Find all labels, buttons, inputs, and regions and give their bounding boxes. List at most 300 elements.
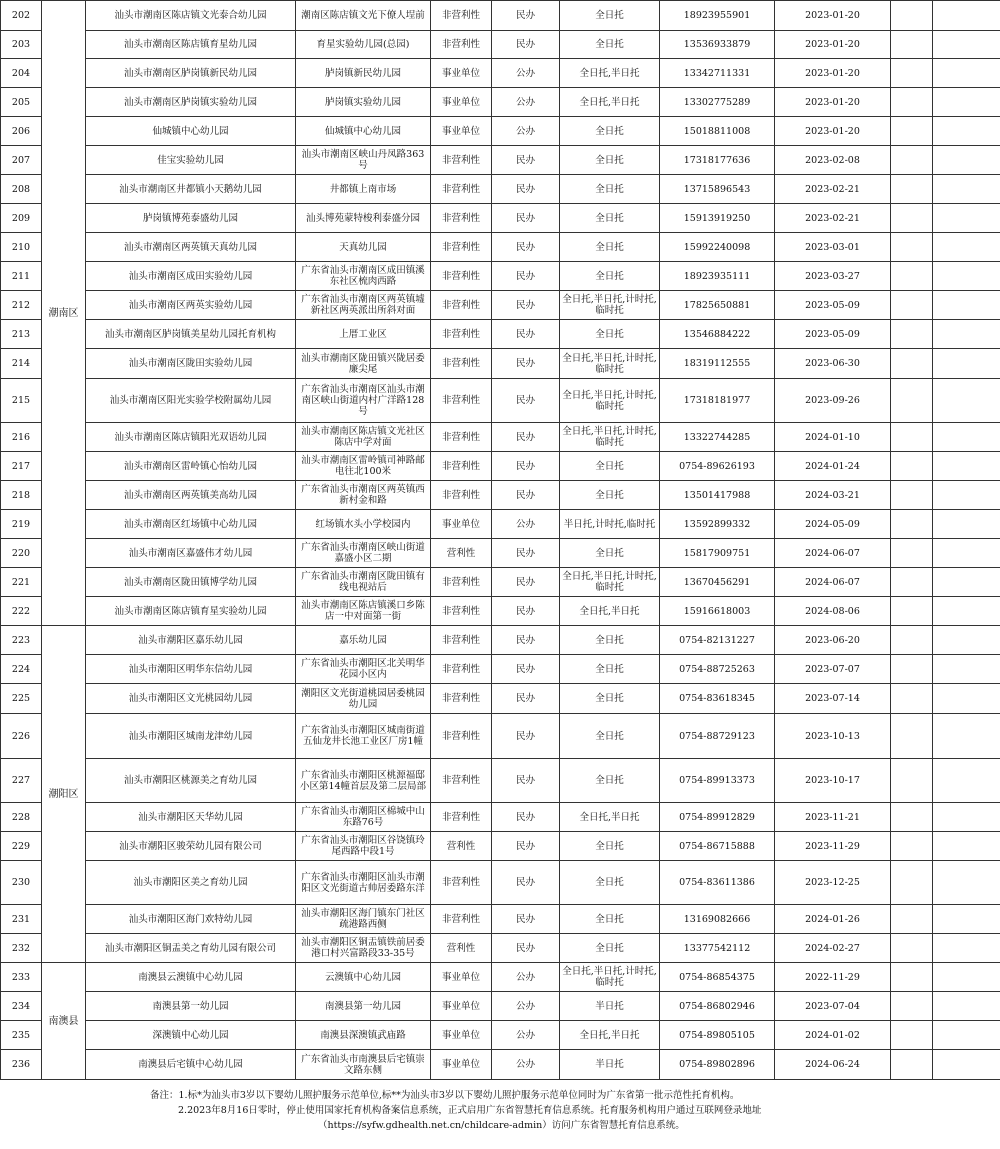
institution-name: 汕头市潮南区嘉盛伟才幼儿园: [86, 539, 296, 568]
empty-cell: [891, 597, 933, 626]
row-number: 211: [1, 262, 42, 291]
filing-date: 2024-03-21: [775, 481, 891, 510]
phone: 0754-89626193: [660, 452, 775, 481]
row-number: 231: [1, 905, 42, 934]
empty-cell: [891, 481, 933, 510]
filing-date: 2023-05-09: [775, 320, 891, 349]
nature: 非营利性: [431, 655, 492, 684]
table-row: [1, 452, 1000, 481]
ownership-type: 公办: [492, 1050, 560, 1080]
institution-name: 汕头市潮阳区美之育幼儿园: [86, 861, 296, 905]
nature: 营利性: [431, 539, 492, 568]
filing-date: 2023-09-26: [775, 379, 891, 423]
phone: 13322744285: [660, 423, 775, 452]
address: 广东省汕头市潮南区陇田镇有线电视站后: [296, 568, 431, 597]
nature: 非营利性: [431, 291, 492, 320]
address: 广东省汕头市潮阳区汕头市潮阳区文光街道古帅居委路东洋: [296, 861, 431, 905]
nature: 非营利性: [431, 905, 492, 934]
nature: 非营利性: [431, 320, 492, 349]
empty-cell: [891, 88, 933, 117]
empty-cell: [933, 233, 1000, 262]
institution-name: 汕头市潮南区陈店镇育星幼儿园: [86, 31, 296, 59]
institution-name: 汕头市潮南区井都镇小天鹅幼儿园: [86, 175, 296, 204]
institution-name: 汕头市潮阳区明华东信幼儿园: [86, 655, 296, 684]
district-cell: 南澳县: [42, 963, 86, 1080]
row-number: 227: [1, 759, 42, 803]
empty-cell: [933, 597, 1000, 626]
ownership-type: 民办: [492, 803, 560, 832]
service-type: 全日托: [560, 31, 660, 59]
empty-cell: [933, 992, 1000, 1021]
ownership-type: 公办: [492, 1021, 560, 1050]
filing-date: 2024-01-10: [775, 423, 891, 452]
empty-cell: [933, 861, 1000, 905]
institution-name: 汕头市潮南区两英镇美高幼儿园: [86, 481, 296, 510]
nature: 非营利性: [431, 175, 492, 204]
row-number: 203: [1, 31, 42, 59]
ownership-type: 公办: [492, 117, 560, 146]
phone: 0754-83618345: [660, 684, 775, 714]
empty-cell: [891, 452, 933, 481]
ownership-type: 民办: [492, 262, 560, 291]
institution-name: 汕头市潮南区雷岭镇心怡幼儿园: [86, 452, 296, 481]
phone: 0754-88725263: [660, 655, 775, 684]
service-type: 全日托,半日托,计时托,临时托: [560, 423, 660, 452]
nature: 非营利性: [431, 597, 492, 626]
empty-cell: [933, 59, 1000, 88]
phone: 0754-86715888: [660, 832, 775, 861]
nature: 非营利性: [431, 349, 492, 379]
ownership-type: 公办: [492, 963, 560, 992]
address: 红场镇水头小学校园内: [296, 510, 431, 539]
phone: 13169082666: [660, 905, 775, 934]
phone: 0754-89805105: [660, 1021, 775, 1050]
service-type: 全日托: [560, 684, 660, 714]
phone: 0754-86854375: [660, 963, 775, 992]
address: 胪岗镇新民幼儿园: [296, 59, 431, 88]
filing-date: 2023-11-29: [775, 832, 891, 861]
empty-cell: [933, 1, 1000, 31]
empty-cell: [933, 684, 1000, 714]
table-row: [1, 59, 1000, 88]
address: 天真幼儿园: [296, 233, 431, 262]
ownership-type: 民办: [492, 204, 560, 233]
table-row: [1, 233, 1000, 262]
phone: 13302775289: [660, 88, 775, 117]
table-row: [1, 481, 1000, 510]
nature: 事业单位: [431, 510, 492, 539]
footnotes: [0, 1088, 1000, 1133]
institution-name: 汕头市潮阳区城南龙津幼儿园: [86, 714, 296, 759]
filing-date: 2023-03-27: [775, 262, 891, 291]
empty-cell: [933, 291, 1000, 320]
empty-cell: [891, 568, 933, 597]
row-number: 220: [1, 539, 42, 568]
row-number: 232: [1, 934, 42, 963]
empty-cell: [933, 481, 1000, 510]
phone: 18923935111: [660, 262, 775, 291]
row-number: 206: [1, 117, 42, 146]
service-type: 全日托: [560, 146, 660, 175]
service-type: 全日托: [560, 861, 660, 905]
address: 汕头市潮南区雷岭镇司神路邮电往北100米: [296, 452, 431, 481]
nature: 事业单位: [431, 992, 492, 1021]
phone: 0754-89912829: [660, 803, 775, 832]
phone: 0754-83611386: [660, 861, 775, 905]
address: 广东省汕头市潮阳区北关明华花园小区内: [296, 655, 431, 684]
filing-date: 2023-12-25: [775, 861, 891, 905]
institution-name: 汕头市潮南区陈店镇阳光双语幼儿园: [86, 423, 296, 452]
empty-cell: [933, 963, 1000, 992]
institution-name: 汕头市潮南区成田实验幼儿园: [86, 262, 296, 291]
empty-cell: [891, 262, 933, 291]
address: 汕头市潮南区峡山丹凤路363号: [296, 146, 431, 175]
filing-date: 2023-01-20: [775, 88, 891, 117]
table-row: [1, 714, 1000, 759]
nature: 非营利性: [431, 759, 492, 803]
service-type: 全日托: [560, 117, 660, 146]
nature: 事业单位: [431, 88, 492, 117]
empty-cell: [891, 759, 933, 803]
service-type: 半日托: [560, 1050, 660, 1080]
empty-cell: [933, 655, 1000, 684]
empty-cell: [891, 31, 933, 59]
ownership-type: 民办: [492, 31, 560, 59]
filing-date: 2023-06-30: [775, 349, 891, 379]
service-type: 全日托: [560, 832, 660, 861]
empty-cell: [933, 539, 1000, 568]
empty-cell: [891, 803, 933, 832]
table-row: [1, 1021, 1000, 1050]
row-number: 209: [1, 204, 42, 233]
address: 胪岗镇实验幼儿园: [296, 88, 431, 117]
table-row: [1, 88, 1000, 117]
filing-date: 2023-02-21: [775, 204, 891, 233]
institution-name: 汕头市潮阳区天华幼儿园: [86, 803, 296, 832]
institution-name: 汕头市潮阳区铜盂美之育幼儿园有限公司: [86, 934, 296, 963]
empty-cell: [933, 714, 1000, 759]
institution-name: 南澳县云澳镇中心幼儿园: [86, 963, 296, 992]
ownership-type: 民办: [492, 175, 560, 204]
nature: 事业单位: [431, 59, 492, 88]
service-type: 全日托,半日托: [560, 1021, 660, 1050]
district-cell: 潮南区: [42, 1, 86, 626]
ownership-type: 民办: [492, 832, 560, 861]
address: 汕头市潮南区陈店镇文光社区陈店中学对面: [296, 423, 431, 452]
service-type: 全日托: [560, 714, 660, 759]
filing-date: 2023-02-21: [775, 175, 891, 204]
row-number: 222: [1, 597, 42, 626]
empty-cell: [891, 233, 933, 262]
row-number: 234: [1, 992, 42, 1021]
empty-cell: [933, 934, 1000, 963]
address: 广东省汕头市潮南区两英镇墟新社区两英派出所斜对面: [296, 291, 431, 320]
nature: 非营利性: [431, 481, 492, 510]
service-type: 半日托: [560, 992, 660, 1021]
address: 广东省汕头市潮阳区城南街道五仙龙井长池工业区厂房1幢: [296, 714, 431, 759]
phone: 15018811008: [660, 117, 775, 146]
empty-cell: [891, 423, 933, 452]
empty-cell: [891, 832, 933, 861]
filing-date: 2024-01-02: [775, 1021, 891, 1050]
filing-date: 2023-01-20: [775, 31, 891, 59]
empty-cell: [933, 452, 1000, 481]
institution-name: 汕头市潮阳区桃源美之育幼儿园: [86, 759, 296, 803]
row-number: 214: [1, 349, 42, 379]
filing-date: 2023-01-20: [775, 1, 891, 31]
nature: 非营利性: [431, 452, 492, 481]
footnote-3: （https://syfw.gdhealth.net.cn/childcare-admin）访问广东省智慧托育信息系统。: [318, 1120, 685, 1131]
filing-date: 2023-07-07: [775, 655, 891, 684]
phone: 13546884222: [660, 320, 775, 349]
institution-name: 深澳镇中心幼儿园: [86, 1021, 296, 1050]
filing-date: 2023-05-09: [775, 291, 891, 320]
nature: 事业单位: [431, 963, 492, 992]
institution-name: 汕头市潮阳区骏荣幼儿园有限公司: [86, 832, 296, 861]
filing-date: 2024-01-26: [775, 905, 891, 934]
empty-cell: [933, 803, 1000, 832]
nature: 非营利性: [431, 684, 492, 714]
empty-cell: [933, 510, 1000, 539]
row-number: 216: [1, 423, 42, 452]
table-row: [1, 423, 1000, 452]
empty-cell: [891, 204, 933, 233]
table-row: [1, 568, 1000, 597]
footnote-2: 2.2023年8月16日零时，停止使用国家托育机构备案信息系统，正式启用广东省智慧托育信息系统。托育服务机构用户通过互联网登录地址: [178, 1105, 762, 1116]
nature: 非营利性: [431, 626, 492, 655]
address: 仙城镇中心幼儿园: [296, 117, 431, 146]
institution-name: 汕头市潮南区陈店镇育星实验幼儿园: [86, 597, 296, 626]
phone: 17318177636: [660, 146, 775, 175]
row-number: 223: [1, 626, 42, 655]
table-row: [1, 175, 1000, 204]
institution-name: 汕头市潮阳区文光桃园幼儿园: [86, 684, 296, 714]
filing-date: 2023-01-20: [775, 59, 891, 88]
table-row: [1, 934, 1000, 963]
service-type: 全日托: [560, 626, 660, 655]
empty-cell: [891, 510, 933, 539]
address: 井都镇上南市场: [296, 175, 431, 204]
institution-name: 汕头市潮南区陈店镇文光泰合幼儿园: [86, 1, 296, 31]
district-cell: 潮阳区: [42, 626, 86, 963]
empty-cell: [891, 379, 933, 423]
row-number: 235: [1, 1021, 42, 1050]
row-number: 208: [1, 175, 42, 204]
empty-cell: [891, 349, 933, 379]
address: 广东省汕头市潮阳区谷饶镇玲尾西路中段1号: [296, 832, 431, 861]
address: 广东省汕头市潮南区峡山街道嘉盛小区二期: [296, 539, 431, 568]
empty-cell: [891, 992, 933, 1021]
ownership-type: 民办: [492, 861, 560, 905]
nature: 事业单位: [431, 117, 492, 146]
empty-cell: [933, 146, 1000, 175]
table-row: [1, 1050, 1000, 1080]
row-number: 202: [1, 1, 42, 31]
address: 南澳县深澳镇武庙路: [296, 1021, 431, 1050]
service-type: 全日托,半日托,计时托,临时托: [560, 349, 660, 379]
table-row: [1, 992, 1000, 1021]
row-number: 224: [1, 655, 42, 684]
institution-name: 南澳县第一幼儿园: [86, 992, 296, 1021]
nature: 非营利性: [431, 714, 492, 759]
service-type: 全日托: [560, 905, 660, 934]
table-row: [1, 349, 1000, 379]
empty-cell: [891, 1021, 933, 1050]
table-row: [1, 291, 1000, 320]
institution-name: 汕头市潮阳区嘉乐幼儿园: [86, 626, 296, 655]
row-number: 213: [1, 320, 42, 349]
filing-date: 2023-06-20: [775, 626, 891, 655]
nature: 营利性: [431, 832, 492, 861]
ownership-type: 民办: [492, 320, 560, 349]
filing-date: 2024-02-27: [775, 934, 891, 963]
nature: 非营利性: [431, 803, 492, 832]
service-type: 全日托: [560, 320, 660, 349]
row-number: 219: [1, 510, 42, 539]
service-type: 全日托: [560, 759, 660, 803]
ownership-type: 民办: [492, 452, 560, 481]
table-row: [1, 759, 1000, 803]
filing-date: 2023-07-14: [775, 684, 891, 714]
filing-date: 2022-11-29: [775, 963, 891, 992]
empty-cell: [891, 1050, 933, 1080]
table-row: [1, 626, 1000, 655]
ownership-type: 民办: [492, 146, 560, 175]
empty-cell: [891, 714, 933, 759]
institution-name: 汕头市潮南区两英镇天真幼儿园: [86, 233, 296, 262]
ownership-type: 公办: [492, 992, 560, 1021]
institution-name: 仙城镇中心幼儿园: [86, 117, 296, 146]
service-type: 全日托,半日托: [560, 59, 660, 88]
service-type: 全日托: [560, 934, 660, 963]
table-row: [1, 803, 1000, 832]
phone: 13342711331: [660, 59, 775, 88]
phone: 0754-86802946: [660, 992, 775, 1021]
row-number: 215: [1, 379, 42, 423]
filing-date: 2024-06-24: [775, 1050, 891, 1080]
ownership-type: 民办: [492, 905, 560, 934]
service-type: 全日托: [560, 175, 660, 204]
row-number: 225: [1, 684, 42, 714]
ownership-type: 公办: [492, 510, 560, 539]
institution-name: 汕头市潮南区红场镇中心幼儿园: [86, 510, 296, 539]
footnote-1: 备注：1.标*为汕头市3岁以下婴幼儿照护服务示范单位,标**为汕头市3岁以下婴幼儿照护服务示范单位同时为广东省第一批示范性托育机构。: [150, 1090, 740, 1101]
nature: 事业单位: [431, 1050, 492, 1080]
ownership-type: 民办: [492, 568, 560, 597]
filing-date: 2023-01-20: [775, 117, 891, 146]
address: 潮南区陈店镇文光下僚人埕前: [296, 1, 431, 31]
nature: 非营利性: [431, 568, 492, 597]
row-number: 217: [1, 452, 42, 481]
filing-date: 2024-08-06: [775, 597, 891, 626]
service-type: 全日托: [560, 452, 660, 481]
address: 云澳镇中心幼儿园: [296, 963, 431, 992]
address: 潮阳区文光街道桃园居委桃园幼儿园: [296, 684, 431, 714]
table-row: [1, 262, 1000, 291]
address: 广东省汕头市潮南区汕头市潮南区峡山街道内村广洋路128号: [296, 379, 431, 423]
phone: 15992240098: [660, 233, 775, 262]
empty-cell: [891, 1, 933, 31]
table-row: [1, 1, 1000, 31]
service-type: 全日托,半日托,计时托,临时托: [560, 379, 660, 423]
table-row: [1, 539, 1000, 568]
service-type: 全日托,半日托,计时托,临时托: [560, 963, 660, 992]
phone: 13715896543: [660, 175, 775, 204]
filing-date: 2023-10-13: [775, 714, 891, 759]
ownership-type: 民办: [492, 481, 560, 510]
table-row: [1, 597, 1000, 626]
empty-cell: [933, 568, 1000, 597]
address: 汕头市潮阳区海门镇东门社区疏港路西侧: [296, 905, 431, 934]
table-row: [1, 684, 1000, 714]
institution-name: 汕头市潮南区阳光实验学校附属幼儿园: [86, 379, 296, 423]
service-type: 全日托,半日托,计时托,临时托: [560, 291, 660, 320]
empty-cell: [891, 291, 933, 320]
service-type: 全日托,半日托: [560, 88, 660, 117]
row-number: 218: [1, 481, 42, 510]
phone: 13592899332: [660, 510, 775, 539]
address: 汕头市潮阳区铜盂镇铁前居委港口村兴富路段33-35号: [296, 934, 431, 963]
ownership-type: 民办: [492, 684, 560, 714]
nature: 非营利性: [431, 262, 492, 291]
filing-date: 2023-10-17: [775, 759, 891, 803]
empty-cell: [891, 539, 933, 568]
institution-name: 汕头市潮南区胪岗镇美星幼儿园托育机构: [86, 320, 296, 349]
empty-cell: [891, 655, 933, 684]
empty-cell: [891, 117, 933, 146]
empty-cell: [891, 626, 933, 655]
phone: 13501417988: [660, 481, 775, 510]
ownership-type: 民办: [492, 423, 560, 452]
nature: 非营利性: [431, 31, 492, 59]
service-type: 半日托,计时托,临时托: [560, 510, 660, 539]
nature: 非营利性: [431, 233, 492, 262]
address: 育星实验幼儿园(总园): [296, 31, 431, 59]
filing-date: 2023-02-08: [775, 146, 891, 175]
service-type: 全日托,半日托: [560, 597, 660, 626]
address: 汕头博苑蒙特梭利泰盛分园: [296, 204, 431, 233]
row-number: 230: [1, 861, 42, 905]
nature: 非营利性: [431, 379, 492, 423]
institution-name: 汕头市潮南区胪岗镇实验幼儿园: [86, 88, 296, 117]
row-number: 221: [1, 568, 42, 597]
ownership-type: 民办: [492, 379, 560, 423]
phone: 18923955901: [660, 1, 775, 31]
address: 广东省汕头市潮南区成田镇溪东社区梳肉西路: [296, 262, 431, 291]
row-number: 205: [1, 88, 42, 117]
empty-cell: [933, 626, 1000, 655]
address: 广东省汕头市潮阳区棉城中山东路76号: [296, 803, 431, 832]
empty-cell: [891, 861, 933, 905]
empty-cell: [933, 349, 1000, 379]
ownership-type: 公办: [492, 59, 560, 88]
empty-cell: [891, 934, 933, 963]
phone: 15817909751: [660, 539, 775, 568]
nature: 非营利性: [431, 423, 492, 452]
ownership-type: 民办: [492, 626, 560, 655]
row-number: 212: [1, 291, 42, 320]
empty-cell: [933, 1050, 1000, 1080]
table-row: [1, 655, 1000, 684]
filing-date: 2024-06-07: [775, 568, 891, 597]
service-type: 全日托: [560, 233, 660, 262]
address: 南澳县第一幼儿园: [296, 992, 431, 1021]
nature: 事业单位: [431, 1021, 492, 1050]
empty-cell: [891, 320, 933, 349]
row-number: 236: [1, 1050, 42, 1080]
row-number: 226: [1, 714, 42, 759]
filing-date: 2023-11-21: [775, 803, 891, 832]
